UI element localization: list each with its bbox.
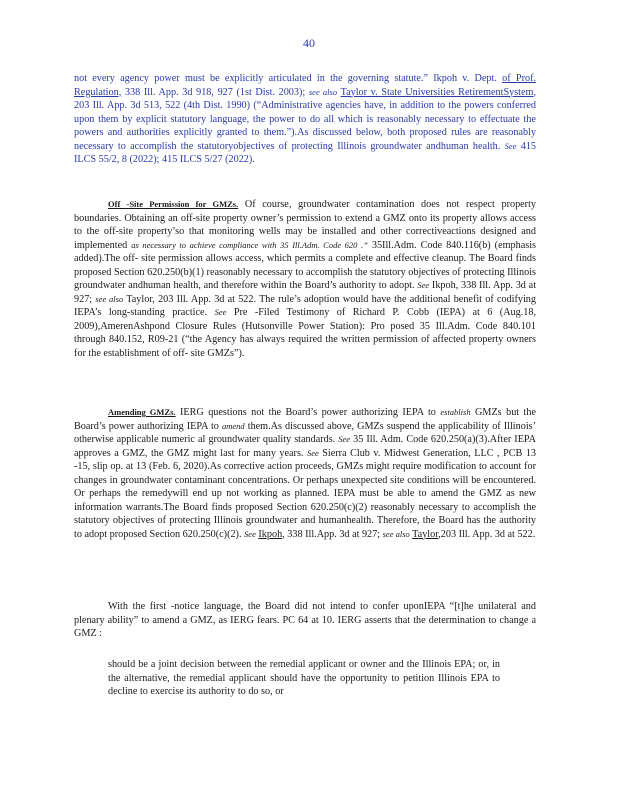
p3-text-l: 338 Ill.App. 3d at 927; — [287, 528, 381, 540]
heading-amending-gmzs: Amending GMZs. — [108, 407, 176, 417]
signal-see-4: See — [338, 434, 351, 444]
signal-see: See — [504, 140, 517, 151]
case-ref-taylor: Taylor — [412, 528, 439, 540]
q1-text-a: should be a joint decision between the remedial applicant or owner and the Illinois EPA; or, in the alternative, the remedial applicant should have the opportunity to petition Illinois EPA to decline to exercise its authority to do so, or — [108, 659, 500, 697]
p1-text-h: 415 ILCS 55/2, 8 (2022); 415 ILCS 5/27 (2022). — [74, 140, 537, 165]
p2-text-e: Ikpoh, 338 Ill. App. 3d at 927; — [74, 280, 537, 305]
signal-see-6: See — [244, 528, 256, 539]
paragraph-amending-gmzs — [74, 406, 536, 541]
p3-italic-amend: amend — [221, 420, 245, 431]
signal-see-2: See — [417, 280, 430, 290]
p2-text-g: Taylor, 203 Ill. App. 3d at 522. The rule’s adoption would have the additional benefit of codifying IEPA’s long-standing practice. — [74, 293, 536, 318]
p1-text-f: , 203 Ill. App. 3d 513, 522 (4th Dist. 1990) (“Administrative agencies have, in addition to the powers conferred upon them by explicit statutory language, the power to do all which is reasonably necessary to effectuate the powers and authorities explicitly granted to them.”).As discussed below, both proposed rules are reasonably necessary to accomplish the statutoryobjectives of protecting Illinois groundwater andhuman health. — [74, 86, 536, 152]
signal-see-also-3: see also — [382, 528, 410, 539]
case-link-taylor[interactable]: Taylor v. State Universities RetirementSystem — [340, 86, 534, 98]
p2-quote-italic: as necessary to achieve compliance with 35 Ill.Adm. Code 620 .” — [131, 239, 368, 250]
paragraph-offsite-permission — [74, 198, 536, 360]
p2-text-i: Pre -Filed Testimony of Richard P. Cobb (IEPA) at 6 (Aug.18, 2009),AmerenAshpond Closure Rules (Hutsonville Power Station): Pro posed 35 Ill.Adm. Code 840.101 through 840.152, R09-21 (“the Agency has always required the written permission of affected property owners for the establishment of off- site GMZs”). — [74, 307, 537, 359]
p3-italic-establish: establish — [440, 407, 471, 417]
signal-see-5: See — [306, 447, 319, 458]
paragraph-first-notice — [74, 600, 536, 641]
signal-see-also-2: see also — [95, 293, 124, 304]
p3-text-e: them.As discussed above, GMZs suspend the applicability of Illinois’ otherwise applicable numeric al groundwater quality standards. — [74, 420, 537, 445]
block-quote-ierg — [108, 658, 500, 699]
paragraph-agency-power — [74, 72, 536, 167]
signal-see-also: see also — [308, 86, 338, 97]
signal-see-3: See — [214, 307, 227, 317]
p3-text-c: GMZs but the Board’s power authorizing IEPA to — [74, 407, 537, 432]
case-link-ikpoh[interactable]: of Prof. Regulation, — [74, 73, 537, 98]
page-number: 40 — [303, 36, 315, 50]
p2-text-c: 35Ill.Adm. Code 840.116(b) (emphasis added).The off- site permission allows access, which permits a complete and effective cleanup. The Board finds proposed Section 620.250(b)(1) reasonably necessary to accomplish the statutory objectives of protecting Illinois groundwater andhuman health, and therefore within the Board’s authority to adopt. — [74, 239, 536, 291]
p4-text-a: With the first -notice language, the Board did not intend to confer uponIEPA “[t]he unilateral and plenary ability” to amend a GMZ, as IERG fears. PC 64 at 10. IERG asserts that the determination to change a GMZ : — [74, 601, 536, 639]
p3-text-i: Sierra Club v. Midwest Generation, LLC , PCB 13 -15, slip op. at 13 (Feb. 6, 2020).As corrective action proceeds, GMZs might require modification to account for changes in groundwater contaminant concentrations. Or perhaps unexpected site conditions will be encountered. Or perhaps the remedywill end up not working as planned. IEPA must be able to amend the GMZ as new information warrants.The Board finds proposed Section 620.250(c)(2) reasonably necessary to accomplish the statutory objectives of protecting Illinois groundwater and humanhealth. Therefore, the Board has the authority to adopt proposed Section 620.250(c)(2). — [74, 447, 537, 540]
p3-text-g: 35 Ill. Adm. Code 620.250(a)(3).After IEPA approves a GMZ, the GMZ might last for many years. — [74, 434, 537, 459]
p2-text-a: Of course, groundwater contamination does not respect property boundaries. Obtaining an off-site property owner’s permission to extend a GMZ onto its property allows access to the off-site property’so that monitoring wells may be installed and other correctiveactions designed and implemented — [74, 199, 536, 251]
case-ref-ikpoh: Ikpoh, — [258, 528, 285, 540]
p3-text-o: ,203 Ill. App. 3d at 522. — [438, 528, 536, 540]
heading-offsite-permission: Off -Site Permission for GMZs. — [108, 199, 239, 209]
p3-text-a: IERG questions not the Board’s power authorizing IEPA to — [180, 407, 436, 418]
p1-text-c: 338 Ill. App. 3d 918, 927 (1st Dist. 2003); — [124, 86, 306, 98]
p1-text-a: not every agency power must be explicitly articulated in the governing statute.” Ikpoh v. Dept. — [74, 73, 497, 84]
